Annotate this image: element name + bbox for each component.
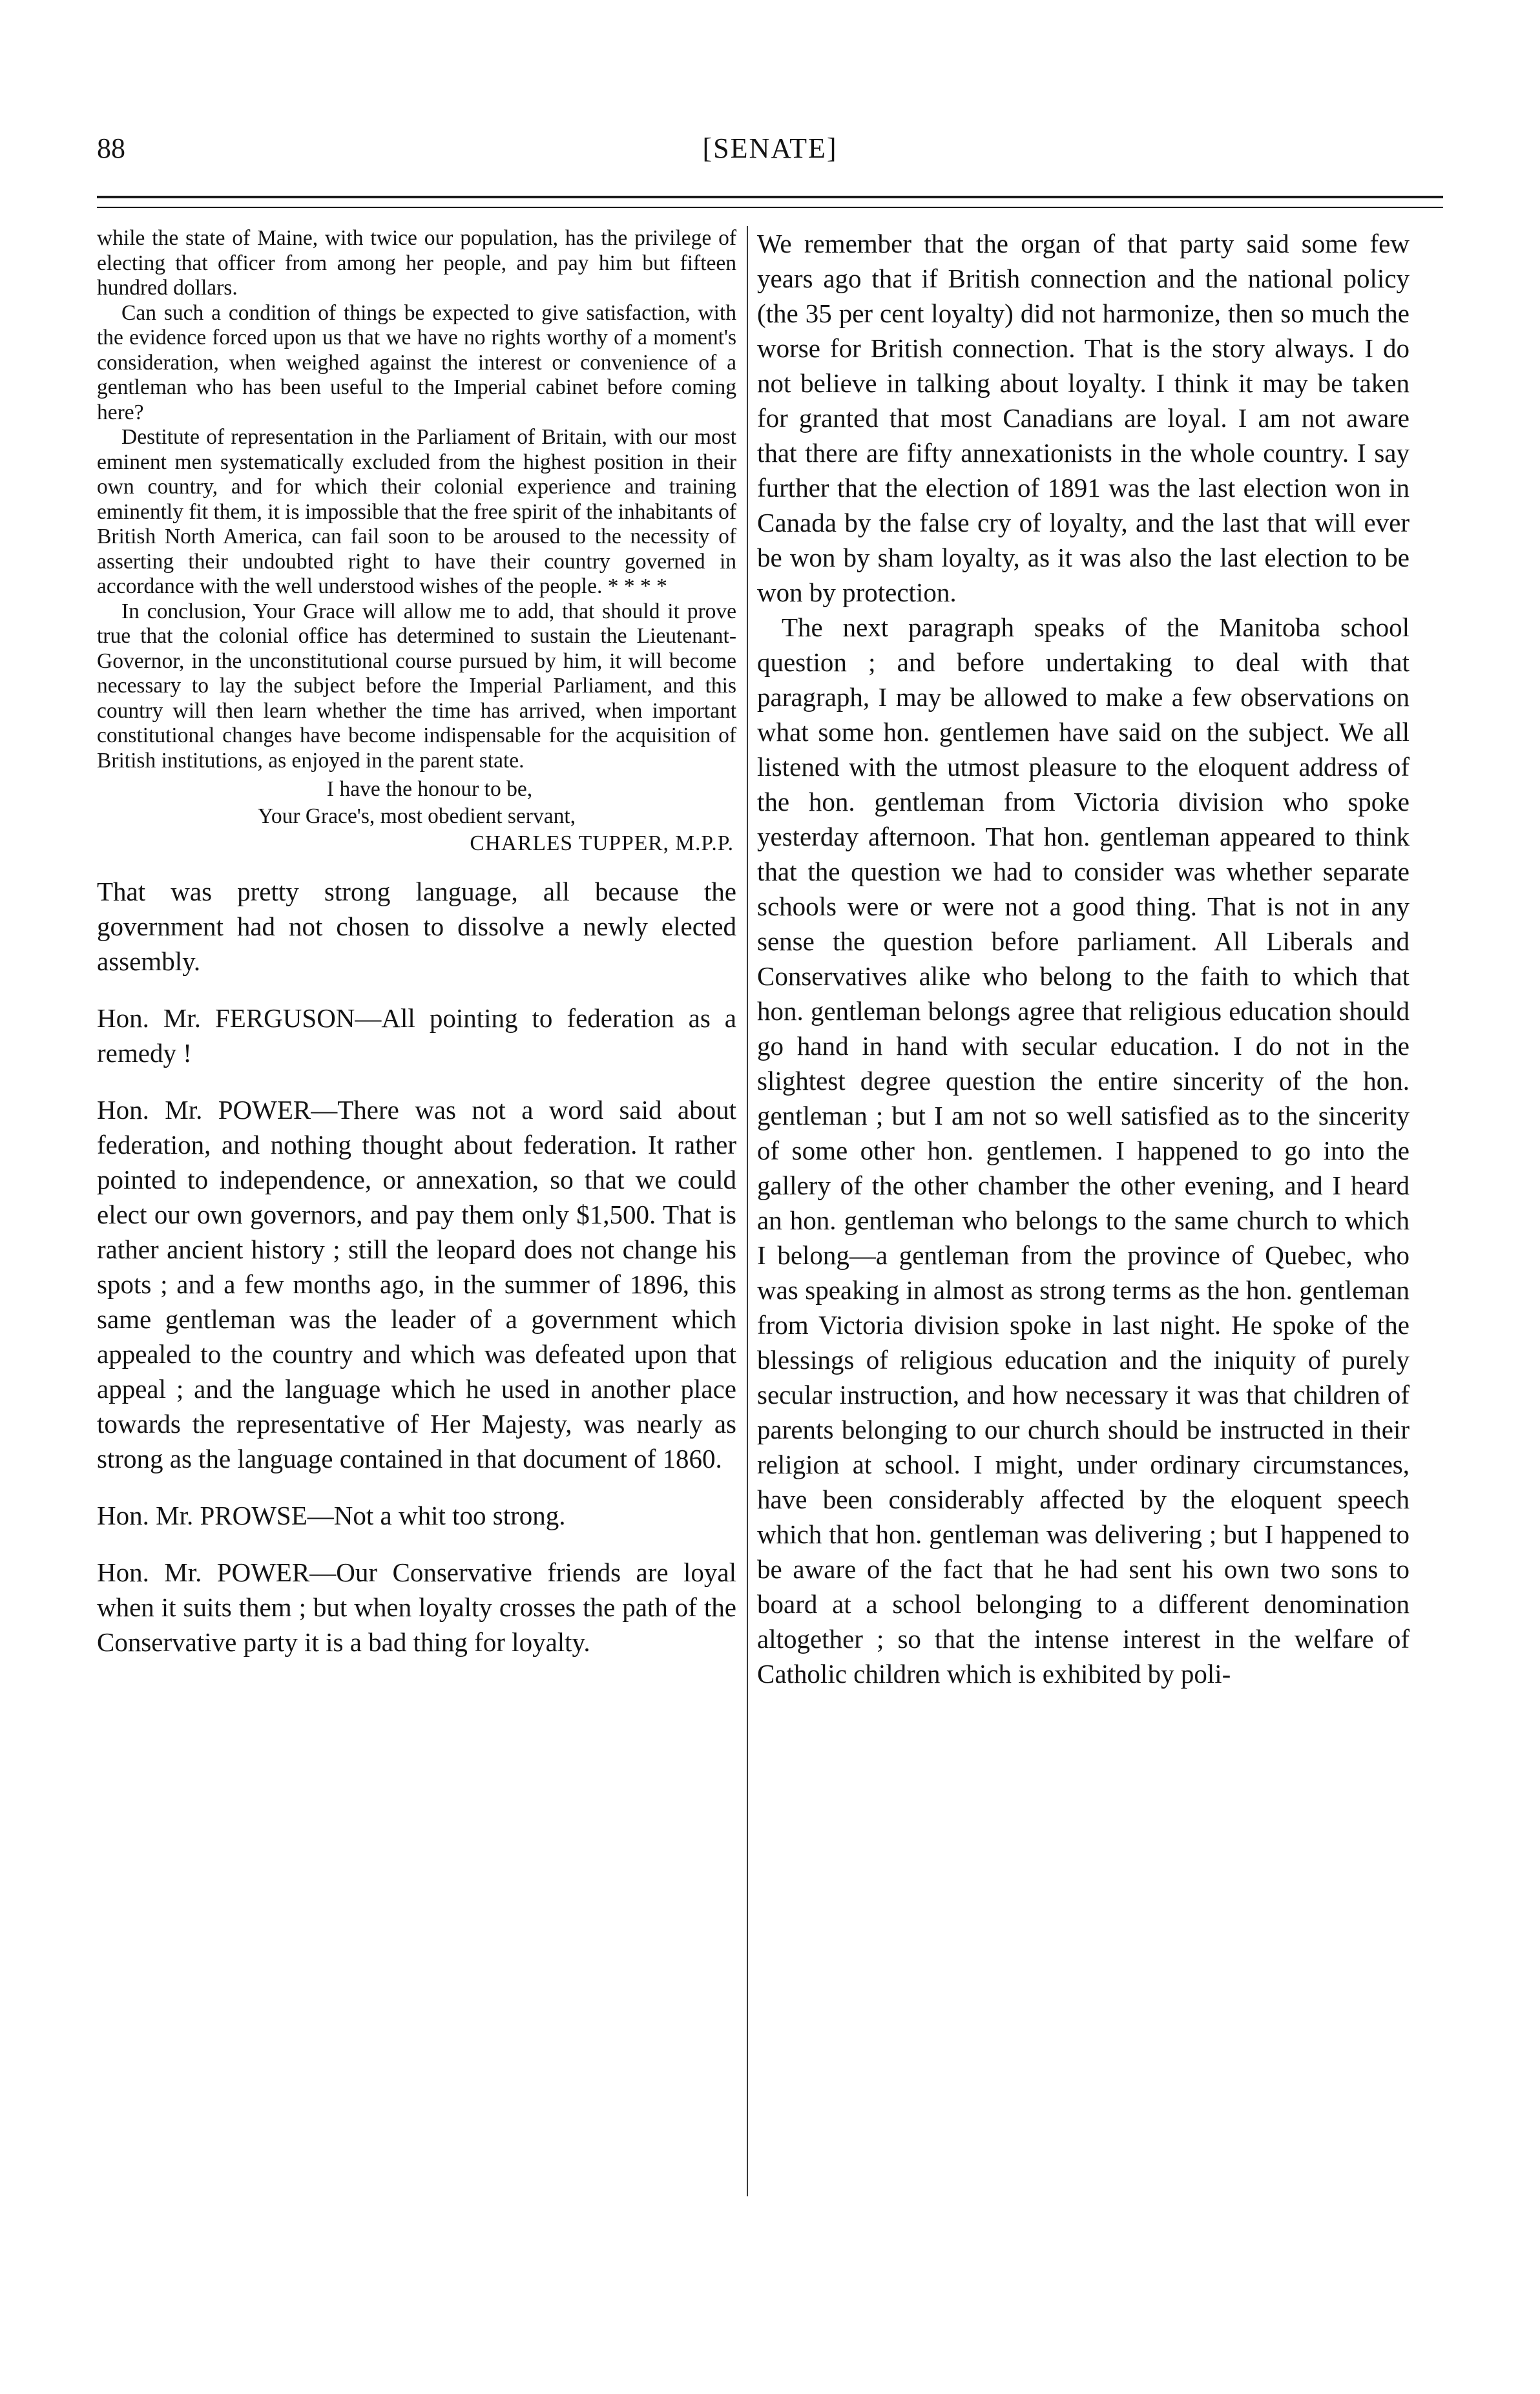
- speech-paragraph: That was pretty strong language, all because the government had not chosen to dissolve a newly elected assembly.: [97, 877, 736, 976]
- quoted-letter: [97, 226, 736, 857]
- running-head: [SENATE]: [702, 132, 838, 164]
- letter-closing: I have the honour to be,: [326, 777, 533, 801]
- header-rule-thick: [97, 196, 1443, 198]
- speech-transcript-right: [757, 226, 1410, 1691]
- page-number: 88: [97, 132, 125, 164]
- speech-paragraph: Hon. Mr. FERGUSON—All pointing to federation as a remedy !: [97, 1003, 736, 1068]
- speech-paragraph: Hon. Mr. POWER—Our Conservative friends are loyal when it suits them ; but when loyalty crosses the path of the Conservative party it is a bad thing for loyalty.: [97, 1557, 736, 1657]
- letter-signature: CHARLES TUPPER, M.P.P.: [470, 831, 734, 855]
- page-header: [97, 129, 1443, 174]
- speech-paragraph: Hon. Mr. PROWSE—Not a whit too strong.: [97, 1501, 566, 1530]
- quote-paragraph: In conclusion, Your Grace will allow me to add, that should it prove true that the colonial office has determined to sustain the Lieutenant-Governor, in the unconstitutional course pursued by him, it will become necessary to lay the subject before the Imperial Parliament, and this country will then learn whether the time has arrived, when important constitutional changes have become indispensable for the acquisition of British institutions, as enjoyed in the parent state.: [97, 599, 736, 773]
- header-rule-thin: [97, 207, 1443, 208]
- quote-paragraph: while the state of Maine, with twice our population, has the privilege of electing that officer from among her people, and pay him but fifteen hundred dollars.: [97, 226, 736, 300]
- letter-closing: Your Grace's, most obedient servant,: [257, 804, 576, 828]
- right-column: [757, 226, 1410, 1691]
- quote-paragraph: Destitute of representation in the Parliament of Britain, with our most eminent men systematically excluded from the highest position in their own country, and for which their colonial experience and training eminently fit them, it is impossible that the free spirit of the inhabitants of British North America, can fail soon to be aroused to the necessity of asserting their undoubted right to have their country governed in accordance with the well understood wishes of the people. * * * *: [97, 425, 736, 598]
- left-column: [97, 226, 736, 1660]
- quote-paragraph: Can such a condition of things be expected to give satisfaction, with the evidence forced upon us that we have no rights worthy of a moment's consideration, when weighed against the interest or convenience of a gentleman who has been useful to the Imperial cabinet before coming here?: [97, 300, 736, 424]
- speech-transcript-left: [97, 874, 736, 1660]
- speech-paragraph: Hon. Mr. POWER—There was not a word said about federation, and nothing thought about federation. It rather pointed to independence, or annexation, so that we could elect our own governors, and pay them only $1,500. That is rather ancient history ; still the leopard does not change his spots ; and a few months ago, in the summer of 1896, this same gentleman was the leader of a government which appealed to the country and which was defeated upon that appeal ; and the language which he used in another place towards the representative of Her Majesty, was nearly as strong as the language contained in that document of 1860.: [97, 1095, 736, 1473]
- speech-paragraph: We remember that the organ of that party said some few years ago that if British connection and the national policy (the 35 per cent loyalty) did not harmonize, then so much the worse for British connection. That is the story always. I do not believe in talking about loyalty. I think it may be taken for granted that most Canadians are loyal. I am not aware that there are fifty annexationists in the whole country. I say further that the election of 1891 was the last election won in Canada by the false cry of loyalty, and the last that will ever be won by sham loyalty, as it was also the last election to be won by protection.: [757, 229, 1410, 607]
- speech-paragraph: The next paragraph speaks of the Manitoba school question ; and before undertaking to deal with that paragraph, I may be allowed to make a few observations on what some hon. gentlemen have said on the subject. We all listened with the utmost pleasure to the eloquent address of the hon. gentleman from Victoria division who spoke yesterday afternoon. That hon. gentleman appeared to think that the question we had to consider was whether separate schools were or were not a good thing. That is not in any sense the question before parliament. All Liberals and Conservatives alike who belong to the faith to which that hon. gentleman belongs agree that religious education should go hand in hand with secular education. I do not in the slightest degree question the entire sincerity of the hon. gentleman ; but I am not so well satisfied as to the sincerity of some other hon. gentlemen. I happened to go into the gallery of the other chamber the other evening, and I heard an hon. gentleman who belongs to the same church to which I belong—a gentleman from the province of Quebec, who was speaking in almost as strong terms as the hon. gentleman from Victoria division spoke in last night. He spoke of the blessings of religious education and the iniquity of purely secular instruction, and how necessary it was that children of parents belonging to our church should be instructed in their religion at school. I might, under ordinary circumstances, have been considerably affected by the eloquent speech which that hon. gentleman was delivering ; but I happened to be aware of the fact that he had sent his own two sons to board at a school belonging to a different denomination altogether ; so that the intense interest in the welfare of Catholic children which is exhibited by poli-: [757, 612, 1410, 1689]
- column-divider: [747, 226, 748, 2196]
